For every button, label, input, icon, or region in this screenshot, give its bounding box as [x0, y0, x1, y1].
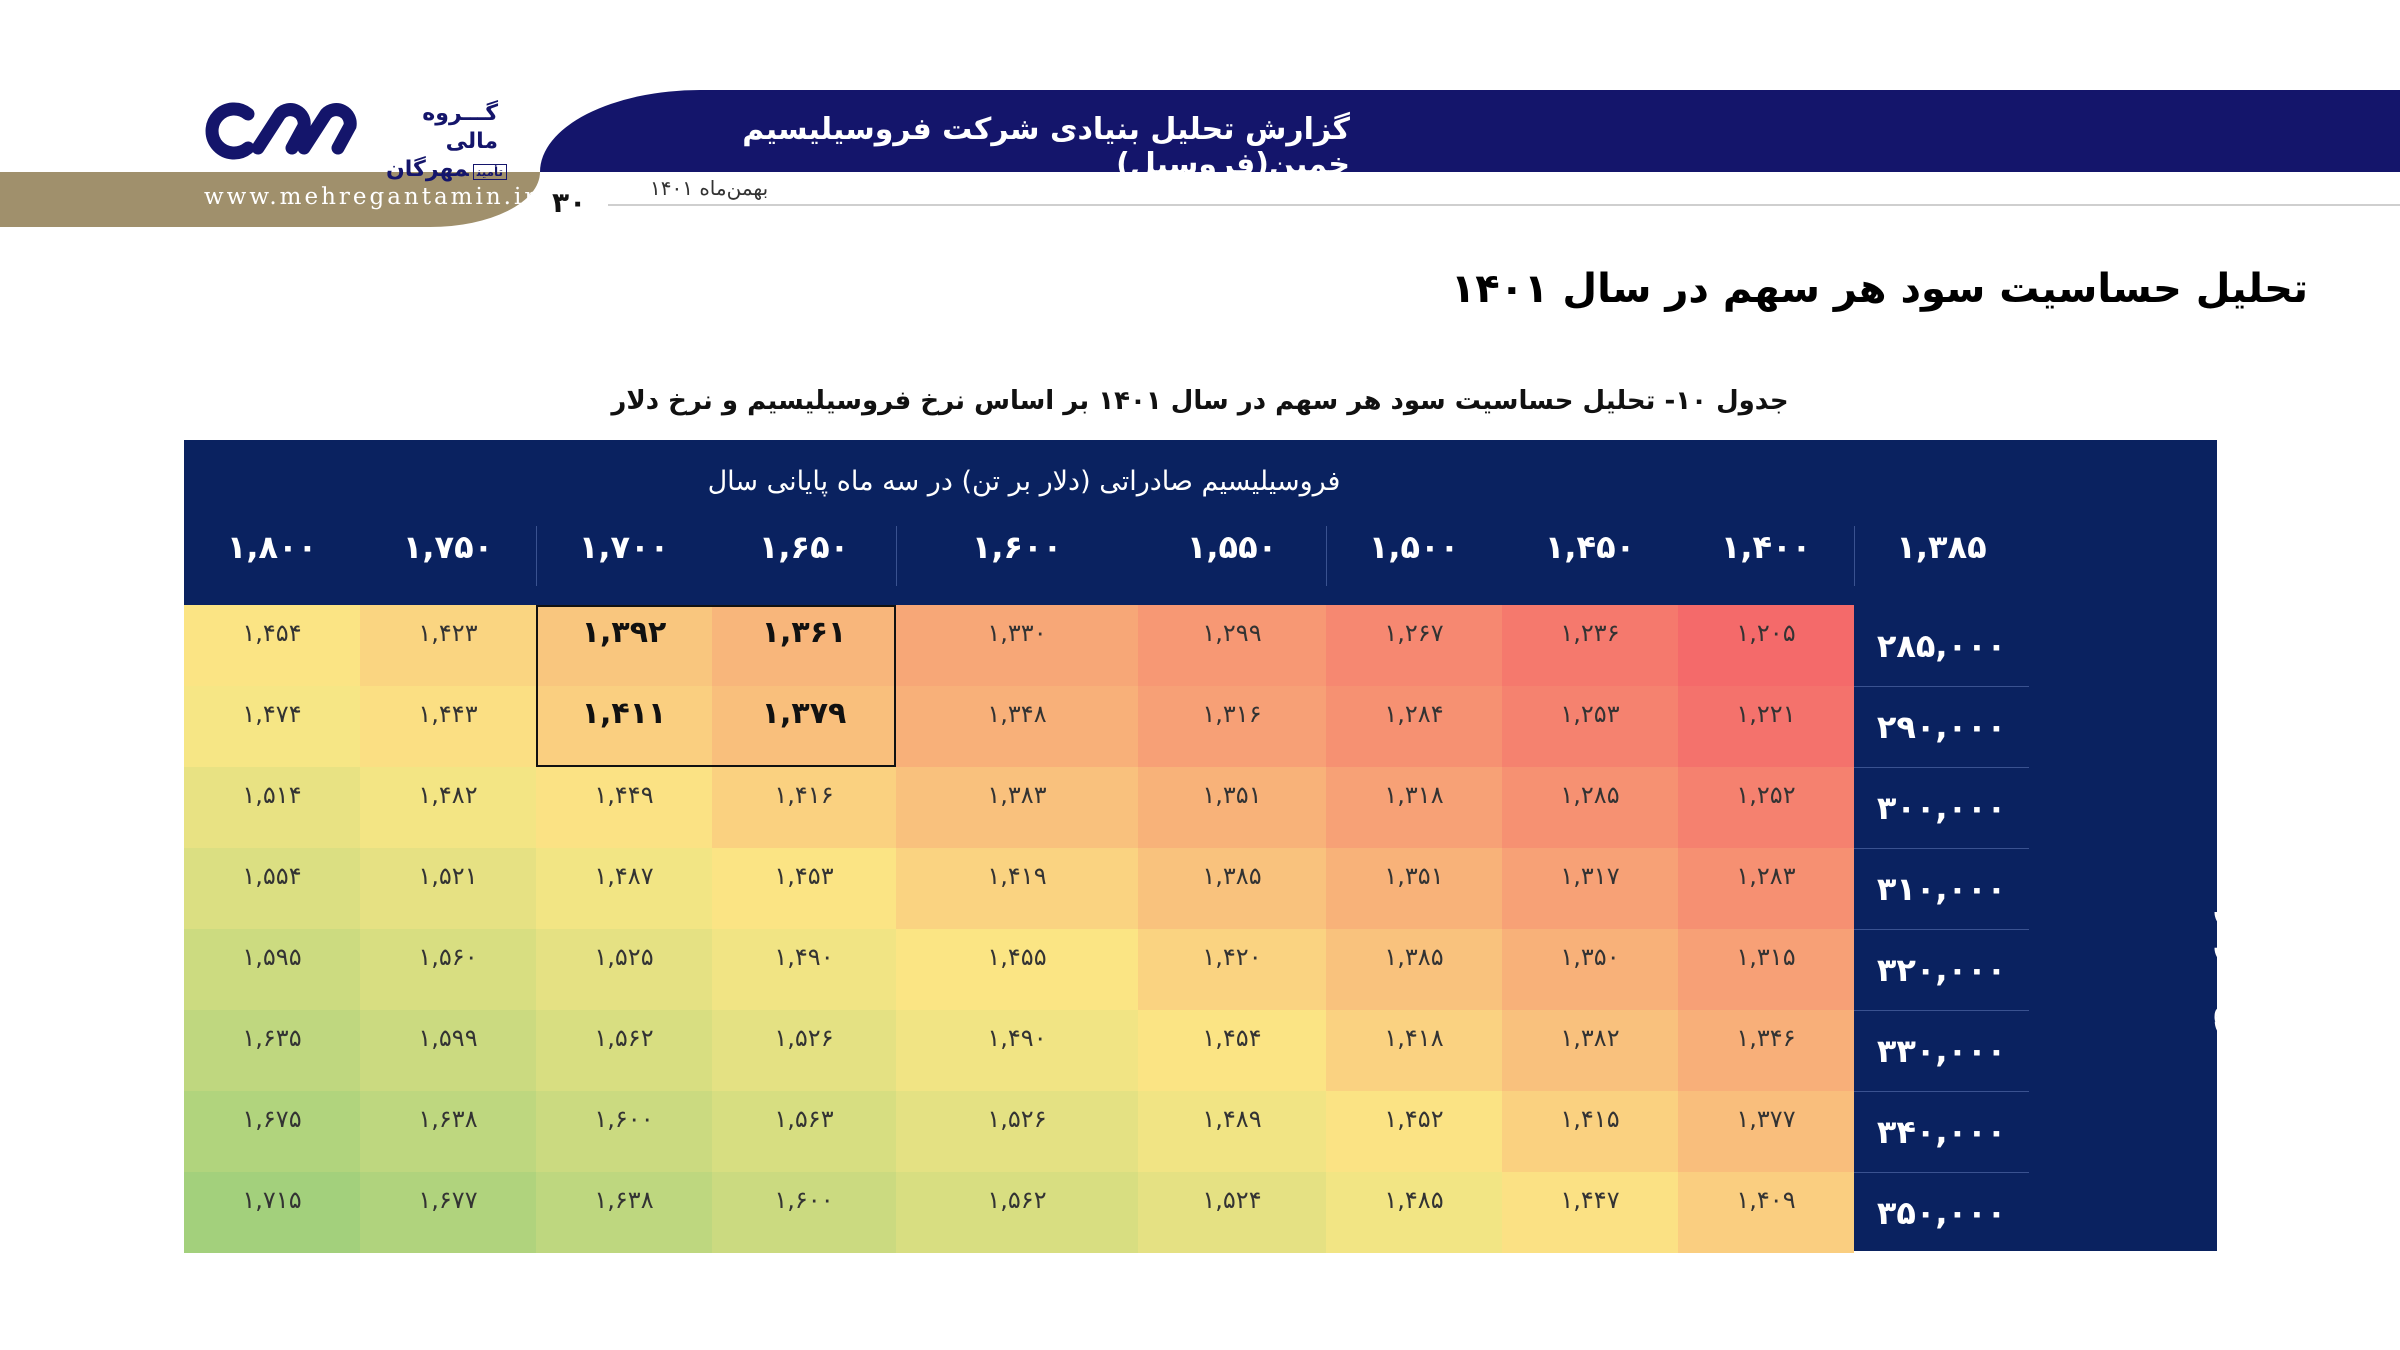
heatmap-cell: ۱,۲۸۵ — [1502, 767, 1678, 848]
row-separator — [1854, 929, 2029, 930]
heatmap-cell: ۱,۵۵۴ — [184, 848, 360, 929]
heatmap-cell: ۱,۴۱۵ — [1502, 1091, 1678, 1172]
heatmap-cell: ۱,۴۸۵ — [1326, 1172, 1502, 1253]
heatmap-cell: ۱,۳۱۶ — [1138, 686, 1326, 767]
heatmap-cell: ۱,۴۵۴ — [1138, 1010, 1326, 1091]
logo-wordmark — [386, 100, 504, 186]
heatmap-cell: ۱,۵۶۲ — [896, 1172, 1138, 1253]
website-url: www.mehregantamin.ir — [204, 184, 539, 210]
section-title: تحلیل حساسیت سود هر سهم در سال ۱۴۰۱ — [1450, 266, 2308, 312]
heatmap-cell: ۱,۲۰۵ — [1678, 605, 1854, 686]
heatmap-cell: ۱,۴۸۲ — [360, 767, 536, 848]
heatmap-cell: ۱,۴۵۲ — [1326, 1091, 1502, 1172]
heatmap-cell: ۱,۵۲۵ — [536, 929, 712, 1010]
column-header: ۱,۷۰۰ — [578, 528, 670, 566]
logo-line2: مهرگان — [386, 157, 469, 182]
heatmap-cell: ۱,۴۴۳ — [360, 686, 536, 767]
heatmap-cell: ۱,۴۲۳ — [360, 605, 536, 686]
heatmap-cell: ۱,۶۰۰ — [712, 1172, 896, 1253]
column-header: ۱,۸۰۰ — [226, 528, 318, 566]
heatmap-cell: ۱,۴۱۸ — [1326, 1010, 1502, 1091]
heatmap-cell: ۱,۲۸۳ — [1678, 848, 1854, 929]
column-header: ۱,۴۰۰ — [1720, 528, 1812, 566]
row-header: ۳۴۰,۰۰۰ — [1876, 1113, 2007, 1151]
row-separator — [1854, 686, 2029, 687]
heatmap-cell: ۱,۲۵۲ — [1678, 767, 1854, 848]
heatmap-cell: ۱,۴۵۴ — [184, 605, 360, 686]
heatmap-cell: ۱,۲۶۷ — [1326, 605, 1502, 686]
row-header: ۳۲۰,۰۰۰ — [1876, 951, 2007, 989]
heatmap-cell: ۱,۶۳۸ — [536, 1172, 712, 1253]
heatmap-cell: ۱,۲۹۹ — [1138, 605, 1326, 686]
heatmap-cell: ۱,۵۲۶ — [712, 1010, 896, 1091]
column-separator — [1326, 526, 1327, 586]
row-separator — [1854, 848, 2029, 849]
heatmap-cell: ۱,۳۵۱ — [1326, 848, 1502, 929]
dollar-rate-axis-label: نرخ دلار (ریال) — [2214, 862, 2249, 1048]
heatmap-cell: ۱,۳۸۳ — [896, 767, 1138, 848]
heatmap-cell: ۱,۳۸۵ — [1138, 848, 1326, 929]
heatmap-cell: ۱,۶۳۵ — [184, 1010, 360, 1091]
heatmap-cell: ۱,۵۶۳ — [712, 1091, 896, 1172]
column-header: ۱,۶۵۰ — [758, 528, 850, 566]
row-separator — [1854, 1010, 2029, 1011]
heatmap-cell: ۱,۴۵۵ — [896, 929, 1138, 1010]
heatmap-cell: ۱,۳۱۷ — [1502, 848, 1678, 929]
row-separator — [1854, 767, 2029, 768]
row-header: ۲۸۵,۰۰۰ — [1876, 627, 2007, 665]
heatmap-cell: ۱,۴۸۷ — [536, 848, 712, 929]
heatmap-cell: ۱,۴۱۹ — [896, 848, 1138, 929]
heatmap-cell: ۱,۴۹۰ — [712, 929, 896, 1010]
row-header: ۲۹۰,۰۰۰ — [1876, 708, 2007, 746]
heatmap-cell: ۱,۲۲۱ — [1678, 686, 1854, 767]
heatmap-cell: ۱,۳۱۸ — [1326, 767, 1502, 848]
heatmap-cell: ۱,۴۱۶ — [712, 767, 896, 848]
heatmap-cell: ۱,۳۴۶ — [1678, 1010, 1854, 1091]
heatmap-cell: ۱,۴۹۰ — [896, 1010, 1138, 1091]
heatmap-cell: ۱,۷۱۵ — [184, 1172, 360, 1253]
heatmap-cell: ۱,۳۸۲ — [1502, 1010, 1678, 1091]
heatmap-cell: ۱,۳۶۱ — [712, 605, 896, 686]
heatmap-cell: ۱,۳۵۱ — [1138, 767, 1326, 848]
heatmap-cell: ۱,۵۱۴ — [184, 767, 360, 848]
heatmap-cell: ۱,۵۶۲ — [536, 1010, 712, 1091]
header-bar — [540, 90, 2400, 182]
column-header: ۱,۶۰۰ — [971, 528, 1063, 566]
column-separator — [536, 526, 537, 586]
table-caption: جدول ۱۰- تحلیل حساسیت سود هر سهم در سال ۱۴۰۱ بر اساس نرخ فروسیلیسیم و نرخ دلار — [611, 386, 1789, 416]
heatmap-cell: ۱,۴۴۷ — [1502, 1172, 1678, 1253]
heatmap-cell: ۱,۵۲۱ — [360, 848, 536, 929]
logo-line1: گـــروه مالی — [422, 101, 498, 154]
report-title: گزارش تحلیل بنیادی شرکت فروسیلیسیم خمین(فروسیل) — [742, 112, 1350, 182]
mehregan-logo-icon — [196, 96, 376, 166]
column-header: ۱,۴۵۰ — [1544, 528, 1636, 566]
row-header: ۳۵۰,۰۰۰ — [1876, 1194, 2007, 1232]
heatmap-cell: ۱,۵۹۵ — [184, 929, 360, 1010]
heatmap-cell: ۱,۲۸۴ — [1326, 686, 1502, 767]
column-header: ۱,۵۰۰ — [1368, 528, 1460, 566]
heatmap-cell: ۱,۶۷۷ — [360, 1172, 536, 1253]
heatmap-cell: ۱,۶۰۰ — [536, 1091, 712, 1172]
heatmap-cell: ۱,۵۶۰ — [360, 929, 536, 1010]
heatmap-cell: ۱,۶۳۸ — [360, 1091, 536, 1172]
heatmap-cell: ۱,۲۳۶ — [1502, 605, 1678, 686]
heatmap-cell: ۱,۳۳۰ — [896, 605, 1138, 686]
logo-badge: تأمین — [473, 164, 507, 180]
heatmap-cell: ۱,۲۵۳ — [1502, 686, 1678, 767]
column-header: ۱,۷۵۰ — [402, 528, 494, 566]
heatmap-cell: ۱,۵۲۶ — [896, 1091, 1138, 1172]
row-separator — [1854, 1172, 2029, 1173]
row-separator — [1854, 1091, 2029, 1092]
row-header: ۳۱۰,۰۰۰ — [1876, 870, 2007, 908]
heatmap-cell: ۱,۴۴۹ — [536, 767, 712, 848]
report-date: بهمن‌ماه ۱۴۰۱ — [650, 176, 769, 200]
heatmap-cell: ۱,۳۸۵ — [1326, 929, 1502, 1010]
heatmap-cell: ۱,۴۱۱ — [536, 686, 712, 767]
heatmap-cell: ۱,۴۰۹ — [1678, 1172, 1854, 1253]
sensitivity-table — [184, 440, 2249, 1251]
column-separator — [1854, 526, 1855, 586]
heatmap-cell: ۱,۳۴۸ — [896, 686, 1138, 767]
heatmap-cell: ۱,۴۷۴ — [184, 686, 360, 767]
heatmap-cell: ۱,۳۷۹ — [712, 686, 896, 767]
row-header: ۳۳۰,۰۰۰ — [1876, 1032, 2007, 1070]
heatmap-cell: ۱,۶۷۵ — [184, 1091, 360, 1172]
header-divider — [608, 204, 2400, 206]
column-header: ۱,۵۵۰ — [1186, 528, 1278, 566]
column-header: ۱,۳۸۵ — [1896, 528, 1987, 566]
row-header: ۳۰۰,۰۰۰ — [1876, 789, 2007, 827]
table-header-title: فروسیلیسیم صادراتی (دلار بر تن) در سه ماه پایانی سال — [707, 466, 1341, 497]
heatmap-cell: ۱,۴۵۳ — [712, 848, 896, 929]
heatmap-cell: ۱,۳۷۷ — [1678, 1091, 1854, 1172]
heatmap-cell: ۱,۴۸۹ — [1138, 1091, 1326, 1172]
heatmap-cell: ۱,۳۱۵ — [1678, 929, 1854, 1010]
heatmap-cell: ۱,۵۲۴ — [1138, 1172, 1326, 1253]
heatmap-cell: ۱,۴۲۰ — [1138, 929, 1326, 1010]
heatmap-cell: ۱,۵۹۹ — [360, 1010, 536, 1091]
heatmap-cell: ۱,۳۹۲ — [536, 605, 712, 686]
column-separator — [896, 526, 897, 586]
heatmap-cell: ۱,۳۵۰ — [1502, 929, 1678, 1010]
page-number: ۳۰ — [552, 186, 587, 219]
